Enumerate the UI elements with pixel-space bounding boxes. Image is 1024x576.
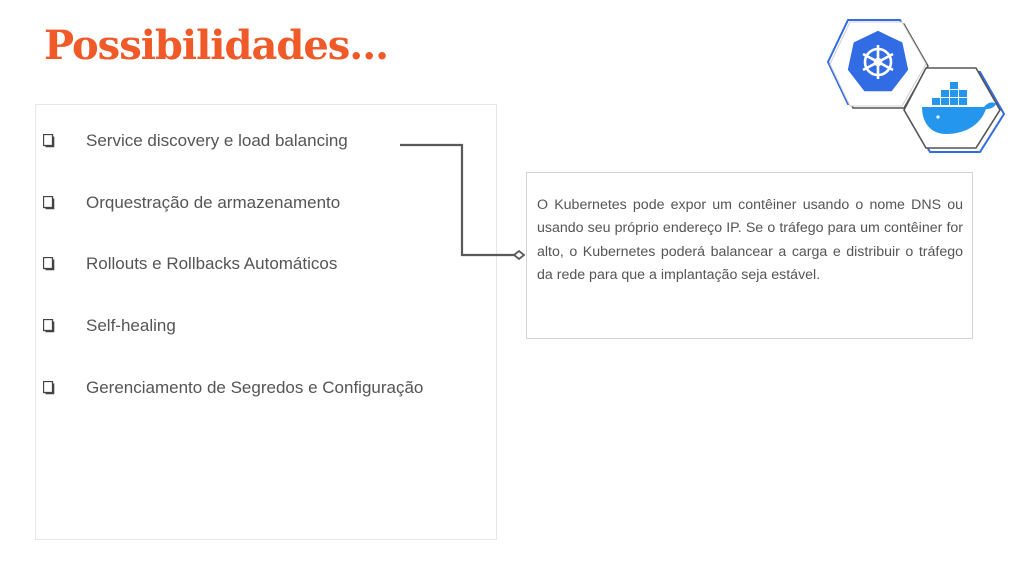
description-box [526, 172, 973, 339]
feature-label: Gerenciamento de Segredos e Configuração [86, 378, 424, 397]
feature-label: Self-healing [86, 316, 176, 335]
feature-label: Rollouts e Rollbacks Automáticos [86, 254, 338, 273]
docker-logo [904, 68, 1004, 152]
page-title: Possibilidades... [44, 22, 389, 69]
feature-label: Service discovery e load balancing [86, 131, 348, 150]
description-text: O Kubernetes pode expor um contêiner usando o nome DNS ou usando seu próprio endereço IP. Se o tráfego para um contêiner for alto, o Kubernetes poderá balancear a carga e distribuir o tráfego da rede para que a implantação seja estável. [537, 197, 963, 284]
feature-label: Orquestração de armazenamento [86, 193, 341, 212]
logos [826, 14, 1006, 154]
